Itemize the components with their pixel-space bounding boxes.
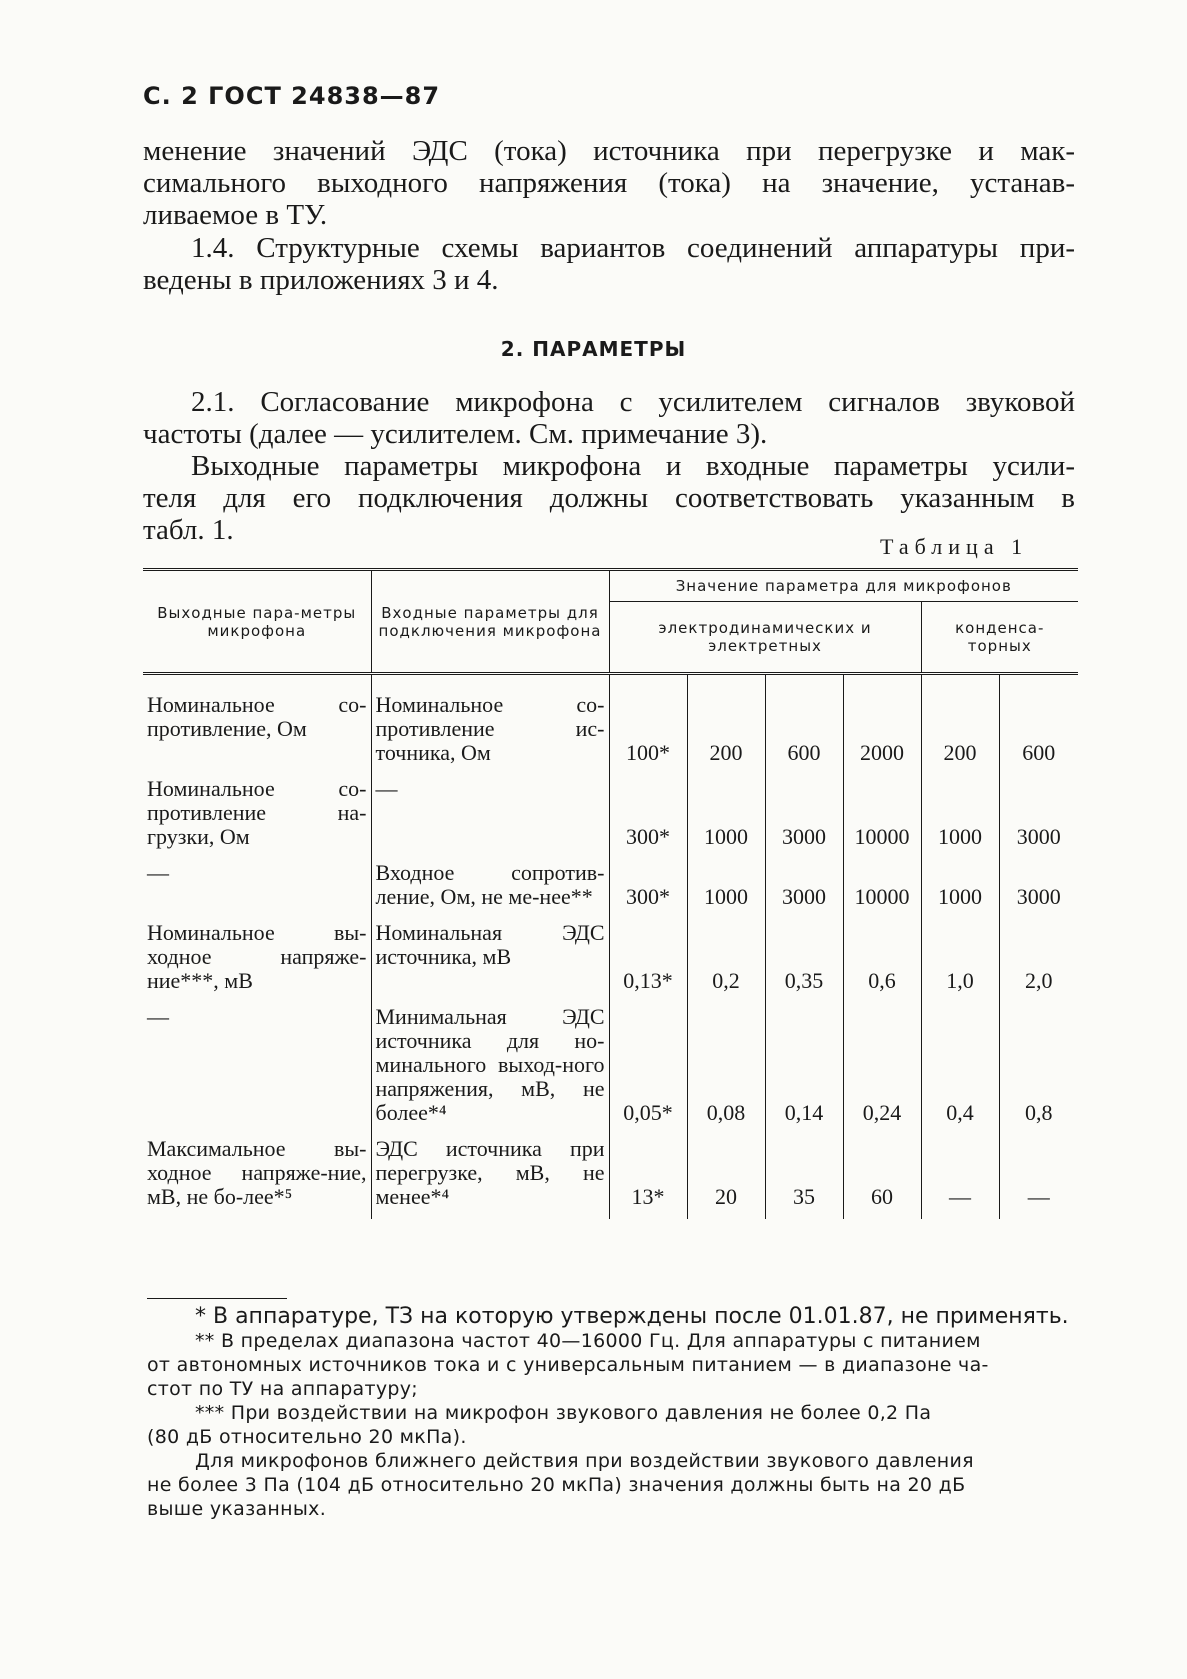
- cell-output-param: Номинальное со-противление, Ом: [147, 692, 367, 741]
- header-input-params: Входные параметры для подключения микрофона: [371, 570, 609, 674]
- cell-value: 10000: [843, 775, 921, 859]
- cell-value: 10000: [843, 859, 921, 919]
- text-line: 1.4. Структурные схемы вариантов соединений аппаратуры при-: [191, 232, 1075, 264]
- cell-value: 2,0: [999, 919, 1078, 1003]
- table-row: [143, 674, 1078, 776]
- text-line: ливаемое в ТУ.: [143, 199, 328, 231]
- cell-value: 0,14: [765, 1003, 843, 1135]
- cell-value: 3000: [999, 859, 1078, 919]
- intro-paragraph: [143, 135, 1075, 231]
- cell-value: 200: [921, 674, 999, 776]
- header-electrodynamic: электродинамических и электретных: [609, 602, 921, 674]
- header-condenser: конденса-торных: [921, 602, 1078, 674]
- cell-value: 3000: [765, 775, 843, 859]
- table-row: [143, 1135, 1078, 1219]
- cell-value: 0,13*: [609, 919, 687, 1003]
- cell-value: 35: [765, 1135, 843, 1219]
- cell-output-param: —: [147, 1004, 169, 1029]
- footnote-line: Для микрофонов ближнего действия при воздействии звукового давления: [195, 1450, 974, 1472]
- cell-output-param: Максимальное вы-ходное напряже-ние, мВ, не бо-лее*⁵: [147, 1136, 367, 1209]
- cell-value: 100*: [609, 674, 687, 776]
- footnote-line: (80 дБ относительно 20 мкПа).: [147, 1426, 467, 1448]
- cell-value: 0,08: [687, 1003, 765, 1135]
- cell-value: 200: [687, 674, 765, 776]
- cell-value: 300*: [609, 859, 687, 919]
- section-title: 2. ПАРАМЕТРЫ: [500, 337, 687, 361]
- cell-input-param: Входное сопротив-ление, Ом, не ме-нее**: [371, 859, 609, 919]
- header-output-params: Выходные пара-метры микрофона: [143, 570, 371, 674]
- text-line: ведены в приложениях 3 и 4.: [143, 264, 499, 296]
- cell-output-param: —: [147, 860, 169, 885]
- footnote-line: * В аппаратуре, ТЗ на которую утверждены после 01.01.87, не применять.: [195, 1304, 1069, 1329]
- cell-value: 0,8: [999, 1003, 1078, 1135]
- cell-value: 3000: [999, 775, 1078, 859]
- cell-value: 60: [843, 1135, 921, 1219]
- cell-value: —: [999, 1135, 1078, 1219]
- cell-value: 2000: [843, 674, 921, 776]
- cell-input-param: ЭДС источника при перегрузке, мВ, не менее*⁴: [371, 1135, 609, 1219]
- cell-value: 0,2: [687, 919, 765, 1003]
- cell-value: 300*: [609, 775, 687, 859]
- cell-input-param: Минимальная ЭДС источника для но-минального выход-ного напряжения, мВ, не более*⁴: [371, 1003, 609, 1135]
- footnotes: [147, 1305, 1077, 1521]
- cell-value: 0,4: [921, 1003, 999, 1135]
- footnote-line: выше указанных.: [147, 1498, 327, 1520]
- cell-output-param: Номинальное вы-ходное напряже-ние***, мВ: [147, 920, 367, 993]
- cell-value: 600: [999, 674, 1078, 776]
- cell-value: 0,6: [843, 919, 921, 1003]
- text-line: Выходные параметры микрофона и входные параметры усили-: [191, 450, 1075, 482]
- page-header: С. 2 ГОСТ 24838—87: [143, 82, 441, 110]
- cell-value: 3000: [765, 859, 843, 919]
- cell-value: 0,05*: [609, 1003, 687, 1135]
- cell-value: 20: [687, 1135, 765, 1219]
- cell-input-param: Номинальная ЭДС источника, мВ: [371, 919, 609, 1003]
- cell-value: 0,35: [765, 919, 843, 1003]
- cell-value: 1,0: [921, 919, 999, 1003]
- cell-value: 600: [765, 674, 843, 776]
- cell-value: 1000: [921, 775, 999, 859]
- text-line: 2.1. Согласование микрофона с усилителем сигналов звуковой: [191, 386, 1075, 418]
- text-line: теля для его подключения должны соответствовать указанным в: [143, 482, 1075, 514]
- table-row: [143, 919, 1078, 1003]
- cell-value: 1000: [687, 775, 765, 859]
- cell-value: 1000: [921, 859, 999, 919]
- text-line: частоты (далее — усилителем. См. примечание 3).: [143, 418, 768, 450]
- cell-value: —: [921, 1135, 999, 1219]
- table-caption: Таблица 1: [880, 534, 1029, 559]
- cell-output-param: Номинальное со-противление на-грузки, Ом: [147, 776, 367, 849]
- cell-value: 1000: [687, 859, 765, 919]
- footnote-line: *** При воздействии на микрофон звукового давления не более 0,2 Па: [195, 1402, 932, 1424]
- table-row: [143, 775, 1078, 859]
- cell-value: 0,24: [843, 1003, 921, 1135]
- table-row: [143, 859, 1078, 919]
- cell-value: 13*: [609, 1135, 687, 1219]
- cell-input-param: Номинальное со-противление ис-точника, Ом: [371, 674, 609, 776]
- cell-input-param: —: [371, 775, 609, 859]
- table-row: [143, 1003, 1078, 1135]
- footnote-line: стот по ТУ на аппаратуру;: [147, 1378, 419, 1400]
- parameters-table: [143, 568, 1078, 1219]
- paragraph-1-4: [143, 232, 1075, 296]
- footnote-line: от автономных источников тока и с универсальным питанием — в диапазоне ча-: [147, 1354, 989, 1376]
- footnote-line: не более 3 Па (104 дБ относительно 20 мкПа) значения должны быть на 20 дБ: [147, 1474, 966, 1496]
- text-line: симального выходного напряжения (тока) на значение, устанав-: [143, 167, 1075, 199]
- footnote-line: ** В пределах диапазона частот 40—16000 Гц. Для аппаратуры с питанием: [195, 1330, 981, 1352]
- footnote-divider: [147, 1298, 287, 1299]
- text-line: менение значений ЭДС (тока) источника при перегрузке и мак-: [143, 135, 1075, 167]
- header-value-group: Значение параметра для микрофонов: [609, 570, 1078, 602]
- paragraph-2-1: [143, 386, 1075, 546]
- text-line: табл. 1.: [143, 514, 234, 546]
